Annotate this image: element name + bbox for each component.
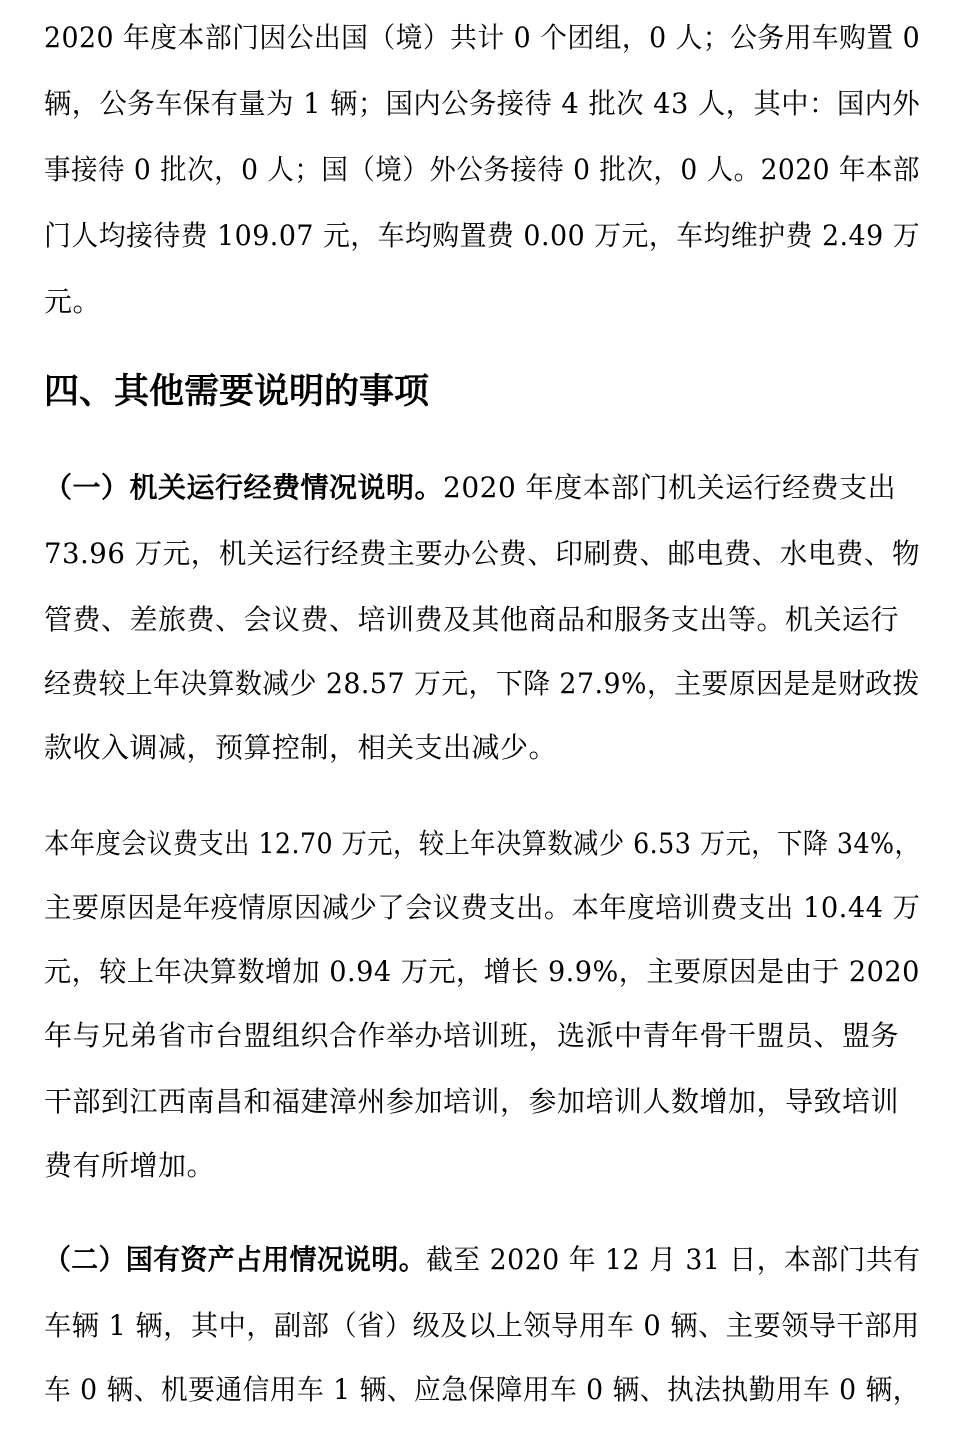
paragraph-text: 2020 年度本部门机关运行经费支出: [443, 471, 897, 504]
paragraph-lead: （一）机关运行经费情况说明。: [44, 471, 444, 504]
text-line: 年与兄弟省市台盟组织合作举办培训班，选派中青年骨干盟员、盟务: [44, 1019, 900, 1052]
text-line: 元，较上年决算数增加 0.94 万元，增长 9.9%，主要原因是由于 2020: [44, 955, 920, 988]
text-line: 主要原因是年疫情原因减少了会议费支出。本年度培训费支出 10.44 万: [44, 891, 921, 924]
text-line: 事接待 0 批次，0 人；国（境）外公务接待 0 批次，0 人。2020 年本部: [44, 153, 920, 186]
text-line: 2020 年度本部门因公出国（境）共计 0 个团组，0 人；公务用车购置 0: [44, 21, 921, 54]
text-line: 干部到江西南昌和福建漳州参加培训，参加培训人数增加，导致培训: [44, 1085, 900, 1118]
text-line: [44, 468, 920, 508]
text-line: 辆，公务车保有量为 1 辆；国内公务接待 4 批次 43 人，其中：国内外: [44, 87, 921, 120]
paragraph-text: 截至 2020 年 12 月 31 日，本部门共有: [426, 1243, 921, 1276]
paragraph-lead: （二）国有资产占用情况说明。: [44, 1243, 427, 1276]
text-line: 管费、差旅费、会议费、培训费及其他商品和服务支出等。机关运行: [44, 603, 900, 636]
text-line: [44, 1240, 921, 1280]
text-line: 费有所增加。: [44, 1149, 216, 1182]
text-line: 车辆 1 辆，其中，副部（省）级及以上领导用车 0 辆、主要领导干部用: [44, 1309, 920, 1342]
text-line: 门人均接待费 109.07 元，车均购置费 0.00 万元，车均维护费 2.49 万: [44, 219, 921, 252]
text-line: 经费较上年决算数减少 28.57 万元，下降 27.9%，主要原因是是财政拨: [44, 667, 920, 700]
text-line: 款收入调减，预算控制，相关支出减少。: [44, 731, 558, 764]
text-line: 本年度会议费支出 12.70 万元，较上年决算数减少 6.53 万元，下降 34%，: [44, 827, 921, 860]
text-line: 73.96 万元，机关运行经费主要办公费、印刷费、邮电费、水电费、物: [44, 537, 921, 570]
text-line: 元。: [44, 285, 102, 318]
text-line: 车 0 辆、机要通信用车 1 辆、应急保障用车 0 辆、执法执勤用车 0 辆，: [44, 1373, 920, 1406]
section-heading: 四、其他需要说明的事项: [44, 372, 430, 412]
